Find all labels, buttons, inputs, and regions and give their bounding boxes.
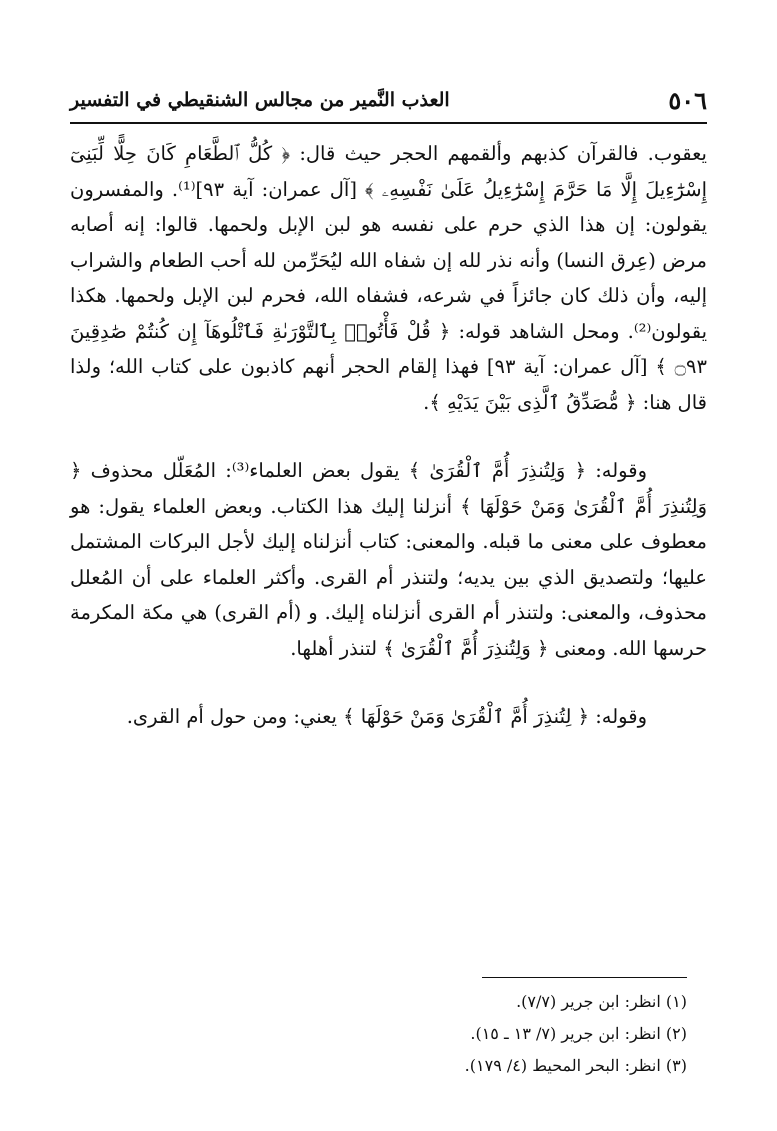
- paragraph: [70, 453, 707, 666]
- running-title: العذب النَّمير من مجالس الشنقيطي في التفسير: [70, 89, 450, 111]
- paragraph-text: وقوله: ﴿ وَلِتُنذِرَ أُمَّ ٱلْقُرَىٰ ﴾ يقول بعض العلماء⁽³⁾: المُعَلّل محذوف ﴿ وَلِتُنذِرَ أُمَّ ٱلْقُرَىٰ وَمَنْ حَوْلَهَا ﴾ أنزلنا إليك هذا الكتاب. وبعض العلماء يقول: هو معطوف على معنى ما قبله. والمعنى: كتاب أنزلناه إليك لأجل البركات المشتمل عليها؛ ولتصديق الذي بين يديه؛ ولتنذر أم القرى. وأكثر العلماء على أن المُعلل محذوف، والمعنى: ولتنذر أم القرى أنزلناه إليك. و (أم القرى) هي مكة المكرمة حرسها الله. ومعنى ﴿ وَلِتُنذِرَ أُمَّ ٱلْقُرَىٰ ﴾ لتنذر أهلها.: [70, 459, 707, 660]
- footnote-1: (١) انظر: ابن جرير (٧/٧).: [516, 992, 687, 1011]
- footnote-3: (٣) انظر: البحر المحيط (٤/ ١٧٩).: [464, 1056, 687, 1075]
- footnote-2: (٢) انظر: ابن جرير (٧/ ١٣ ـ ١٥).: [470, 1024, 687, 1043]
- main-text: [70, 136, 707, 735]
- paragraph-text: وقوله: ﴿ لِتُنذِرَ أُمَّ ٱلْقُرَىٰ وَمَنْ حَوْلَهَا ﴾ يعني: ومن حول أم القرى.: [126, 705, 647, 728]
- page-number: ٥٠٦: [668, 85, 707, 115]
- paragraph: [70, 699, 707, 735]
- paragraph: يعقوب. فالقرآن كذبهم وألقمهم الحجر حيث قال: ﴿ كُلُّ ٱلطَّعَامِ كَانَ حِلًّا لِّبَنِىٓ إِسْرَٰٓءِيلَ إِلَّا مَا حَرَّمَ إِسْرَٰٓءِيلُ عَلَىٰ نَفْسِهِۦ ﴾ [آل عمران: آية ٩٣]⁽¹⁾. والمفسرون يقولون: إن هذا الذي حرم على نفسه هو لبن الإبل ولحمها. قالوا: إنه أصابه مرض (عِرق النسا) وأنه نذر لله إن شفاه الله ليُحَرِّمن لله أحب الطعام والشراب إليه، وأن ذلك كان جائزاً في شرعه، فشفاه الله، فحرم لبن الإبل ولحمها. هكذا يقولون⁽²⁾. ومحل الشاهد قوله: ﴿ قُلْ فَأْتُوا۟ بِٱلتَّوْرَىٰةِ فَٱتْلُوهَآ إِن كُنتُمْ صَٰدِقِينَ ۝٩٣ ﴾ [آل عمران: آية ٩٣] فهذا إلقام الحجر أنهم كاذبون على كتاب الله؛ ولذا قال هنا: ﴿ مُّصَدِّقُ ٱلَّذِى بَيْنَ يَدَيْهِ ﴾.: [70, 142, 707, 414]
- page-header: [70, 78, 707, 124]
- footnotes: [70, 986, 687, 1082]
- footnote-separator: [482, 977, 687, 978]
